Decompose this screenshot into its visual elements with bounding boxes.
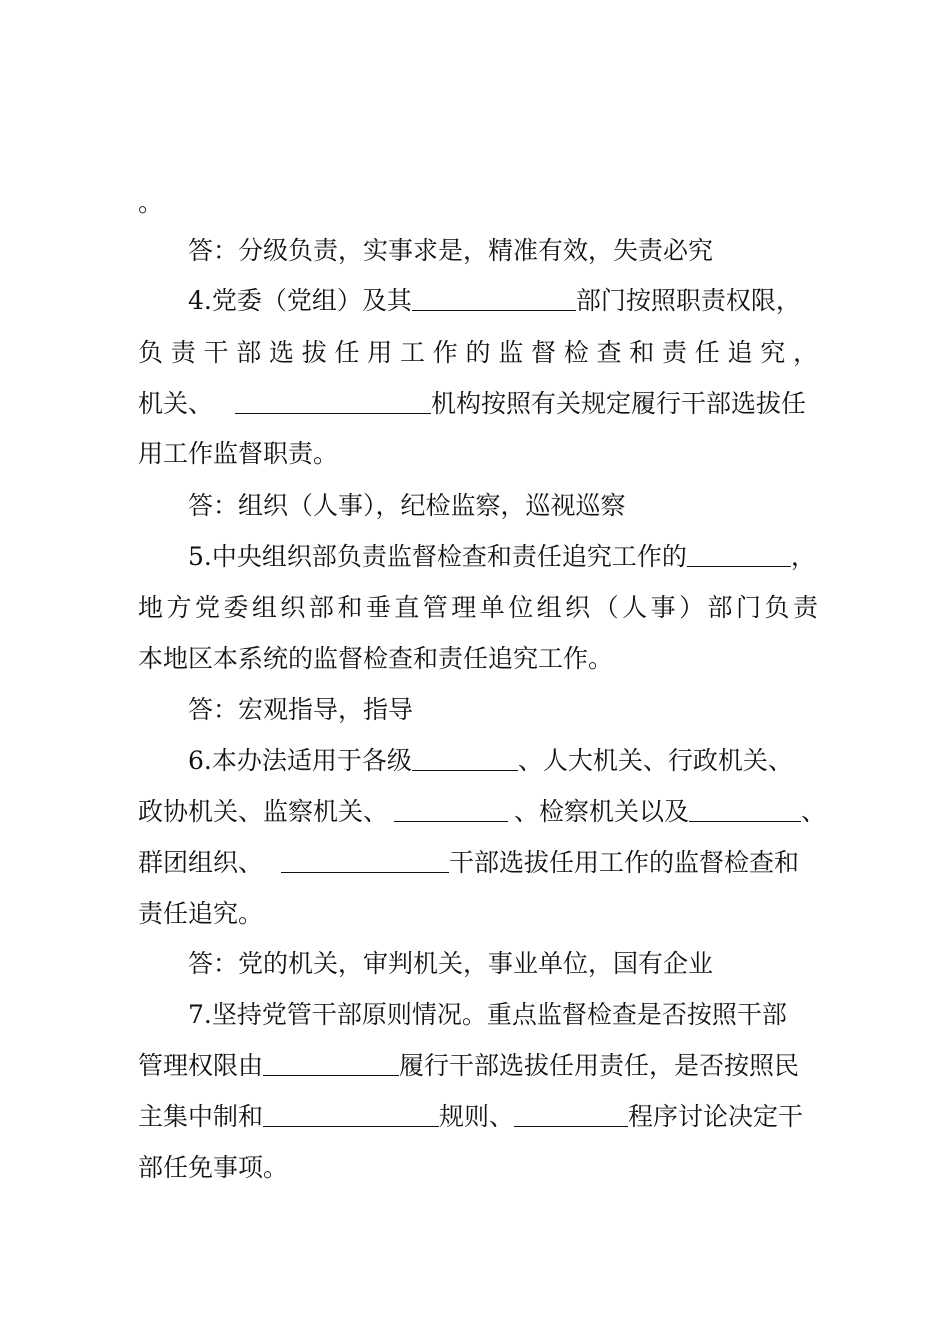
answer-4: 答：组织（人事），纪检监察，巡视巡察 xyxy=(188,491,626,520)
question-5-line-2: 地方党委组织部和垂直管理单位组织（人事）部门负责 xyxy=(138,593,818,622)
question-4-line-2: 负责干部选拔任用工作的监督检查和责任追究， xyxy=(138,338,818,367)
question-7-line-3: 主集中制和 规则、 程序讨论决定干 xyxy=(138,1102,804,1131)
fill-blank[interactable] xyxy=(412,286,576,311)
question-5-line-3: 本地区本系统的监督检查和责任追究工作。 xyxy=(138,644,614,673)
fill-blank[interactable] xyxy=(281,848,449,873)
fill-blank[interactable] xyxy=(394,797,508,822)
question-7-line-4: 部任免事项。 xyxy=(138,1153,289,1182)
question-6-line-2: 政协机关、监察机关、 、检察机关以及 、 xyxy=(138,797,827,826)
fill-blank[interactable] xyxy=(235,389,431,414)
fill-blank[interactable] xyxy=(263,1051,399,1076)
question-4-line-1: 4.党委（党组）及其 部门按照职责权限， xyxy=(188,286,801,315)
fill-blank[interactable] xyxy=(412,746,518,771)
fill-blank[interactable] xyxy=(687,542,791,567)
fill-blank[interactable] xyxy=(689,797,801,822)
question-7-line-2: 管理权限由 履行干部选拔任用责任，是否按照民 xyxy=(138,1051,800,1080)
question-7-line-1: 7.坚持党管干部原则情况。重点监督检查是否按照干部 xyxy=(188,1000,787,1029)
answer-3: 答：分级负责，实事求是，精准有效，失责必究 xyxy=(188,236,714,265)
question-4-line-4: 用工作监督职责。 xyxy=(138,439,339,468)
fill-blank[interactable] xyxy=(514,1102,628,1127)
question-6-line-3: 群团组织、 干部选拔任用工作的监督检查和 xyxy=(138,848,800,877)
answer-5: 答：宏观指导，指导 xyxy=(188,695,414,724)
question-6-line-4: 责任追究。 xyxy=(138,899,264,928)
period-mark: 。 xyxy=(138,188,164,217)
text-line-fragment xyxy=(138,186,818,220)
fill-blank[interactable] xyxy=(263,1102,439,1127)
question-6-line-1: 6.本办法适用于各级 、人大机关、行政机关、 xyxy=(188,746,793,775)
question-4-line-3: 机关、 机构按照有关规定履行干部选拔任 xyxy=(138,389,807,418)
question-5-line-1: 5.中央组织部负责监督检查和责任追究工作的 ， xyxy=(188,542,816,571)
answer-6: 答：党的机关，审判机关，事业单位，国有企业 xyxy=(188,949,714,978)
